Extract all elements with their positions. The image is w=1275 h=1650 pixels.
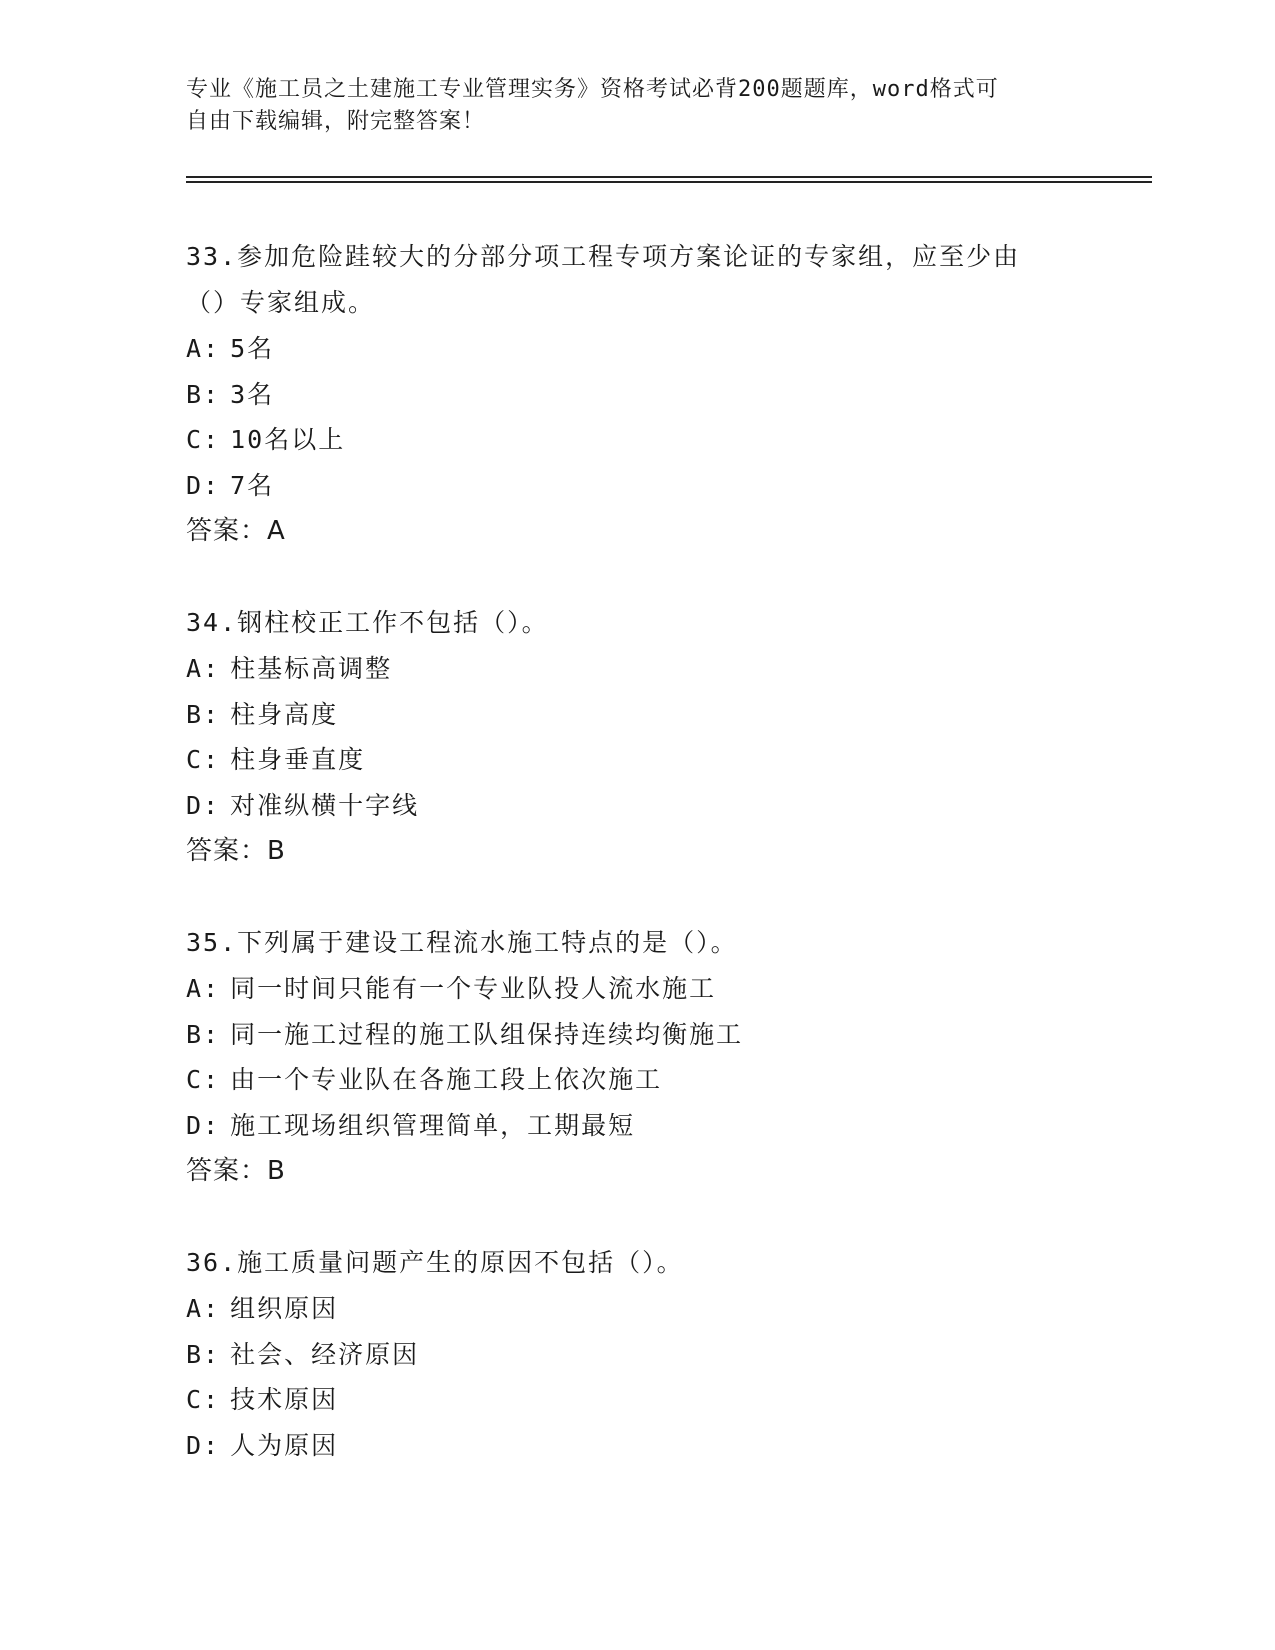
- question-stem: 33.参加危险跬较大的分部分项工程专项方案论证的专家组，应至少由: [186, 242, 1021, 271]
- option-text: 人为原因: [230, 1430, 339, 1460]
- question-stem: 34.钢柱校正工作不包括（）。: [186, 608, 549, 637]
- option-letter: C:: [186, 1065, 221, 1094]
- answer-line: 答案：B: [186, 836, 286, 866]
- option-letter: B:: [186, 1339, 221, 1369]
- option-d: [186, 1103, 1086, 1149]
- option-letter: B:: [186, 699, 221, 729]
- option-c: [186, 417, 1086, 463]
- option-text: 由一个专业队在各施工段上依次施工: [230, 1065, 663, 1094]
- option-c: [186, 737, 1086, 783]
- question-list: [186, 234, 1086, 1514]
- option-letter: D:: [186, 1430, 221, 1460]
- question-stem-continued: （）专家组成。: [186, 288, 376, 317]
- option-text: 同一施工过程的施工队组保持连续均衡施工: [230, 1019, 744, 1049]
- option-a: [186, 1286, 1086, 1332]
- question-34: [186, 600, 1086, 874]
- option-text: 3名: [230, 379, 275, 409]
- option-text: 组织原因: [230, 1294, 339, 1323]
- header-line-2: 自由下载编辑，附完整答案！: [186, 109, 486, 134]
- option-b: [186, 1012, 1086, 1058]
- option-b: [186, 372, 1086, 418]
- option-a: [186, 966, 1086, 1012]
- option-text: 对准纵横十字线: [230, 790, 420, 820]
- option-c: [186, 1377, 1086, 1423]
- document-header: [186, 74, 1066, 138]
- option-a: [186, 646, 1086, 692]
- option-text: 10名以上: [230, 425, 346, 454]
- header-divider-bottom: [186, 181, 1152, 183]
- question-35: [186, 920, 1086, 1194]
- option-letter: D:: [186, 790, 221, 820]
- option-text: 柱身垂直度: [230, 745, 366, 774]
- option-b: [186, 1332, 1086, 1378]
- option-text: 技术原因: [230, 1385, 339, 1414]
- answer-line: 答案：B: [186, 1156, 286, 1186]
- question-stem: 35.下列属于建设工程流水施工特点的是（）。: [186, 928, 738, 957]
- option-b: [186, 692, 1086, 738]
- option-d: [186, 463, 1086, 509]
- option-c: [186, 1057, 1086, 1103]
- option-letter: A:: [186, 1294, 221, 1323]
- option-letter: A:: [186, 974, 221, 1003]
- option-text: 柱身高度: [230, 699, 339, 729]
- option-text: 施工现场组织管理简单，工期最短: [230, 1110, 636, 1140]
- option-d: [186, 1423, 1086, 1469]
- option-text: 5名: [230, 334, 275, 363]
- option-letter: C:: [186, 425, 221, 454]
- header-divider-top: [186, 176, 1152, 178]
- option-letter: B:: [186, 1019, 221, 1049]
- question-33: [186, 234, 1086, 554]
- option-letter: B:: [186, 379, 221, 409]
- question-36: [186, 1240, 1086, 1468]
- option-text: 7名: [230, 470, 275, 500]
- option-text: 社会、经济原因: [230, 1339, 420, 1369]
- header-line-1: 专业《施工员之土建施工专业管理实务》资格考试必背200题题库，word格式可: [186, 77, 999, 102]
- option-d: [186, 783, 1086, 829]
- option-text: 柱基标高调整: [230, 654, 393, 683]
- answer-line: 答案：A: [186, 516, 286, 546]
- option-text: 同一时间只能有一个专业队投人流水施工: [230, 974, 717, 1003]
- option-letter: C:: [186, 745, 221, 774]
- option-a: [186, 326, 1086, 372]
- option-letter: C:: [186, 1385, 221, 1414]
- option-letter: A:: [186, 334, 221, 363]
- option-letter: D:: [186, 470, 221, 500]
- option-letter: A:: [186, 654, 221, 683]
- question-stem: 36.施工质量问题产生的原因不包括（）。: [186, 1248, 684, 1277]
- option-letter: D:: [186, 1110, 221, 1140]
